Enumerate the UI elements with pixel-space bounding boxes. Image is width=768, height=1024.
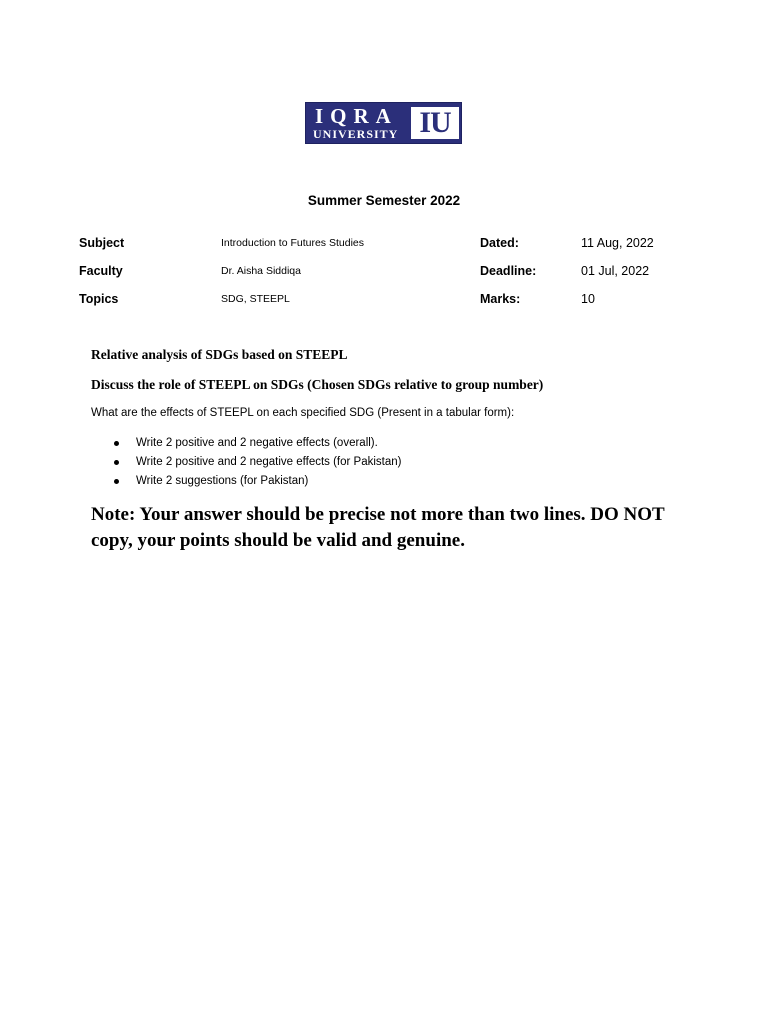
marks-label: Marks: — [480, 292, 521, 306]
list-item — [112, 472, 402, 491]
list-item-text: Write 2 positive and 2 negative effects (overall). — [136, 437, 378, 449]
dated-value: 11 Aug, 2022 — [581, 236, 654, 250]
deadline-label: Deadline: — [480, 264, 537, 278]
list-item-text: Write 2 positive and 2 negative effects (for Pakistan) — [136, 456, 402, 468]
logo-university-text: UNIVERSITY — [313, 127, 399, 141]
topics-label: Topics — [79, 292, 119, 306]
assignment-subheading: Discuss the role of STEEPL on SDGs (Chosen SDGs relative to group number) — [91, 377, 544, 392]
bullet-icon — [114, 460, 119, 465]
semester-title: Summer Semester 2022 — [307, 193, 461, 208]
list-item — [112, 434, 402, 453]
requirements-list — [112, 434, 402, 491]
list-item-text: Write 2 suggestions (for Pakistan) — [136, 475, 309, 487]
dated-label: Dated: — [480, 236, 519, 250]
topics-value: SDG, STEEPL — [221, 293, 290, 305]
subject-value: Introduction to Futures Studies — [221, 237, 364, 249]
bullet-icon — [114, 441, 119, 446]
subject-label: Subject — [79, 236, 125, 250]
faculty-value: Dr. Aisha Siddiqa — [221, 265, 301, 277]
info-row-subject — [0, 236, 768, 254]
info-row-topics — [0, 292, 768, 310]
logo-iu-badge: IU — [411, 107, 459, 139]
marks-value: 10 — [581, 292, 595, 306]
logo-iqra-text: IQRA — [315, 104, 398, 128]
info-row-faculty — [0, 264, 768, 282]
list-item — [112, 453, 402, 472]
assignment-heading: Relative analysis of SDGs based on STEEPL — [91, 347, 348, 362]
deadline-value: 01 Jul, 2022 — [581, 264, 650, 278]
intro-text: What are the effects of STEEPL on each specified SDG (Present in a tabular form): — [91, 407, 515, 419]
university-logo — [305, 102, 462, 144]
bullet-icon — [114, 479, 119, 484]
faculty-label: Faculty — [79, 264, 123, 278]
note-text: Note: Your answer should be precise not more than two lines. DO NOT copy, your points should be valid and genuine. — [91, 504, 665, 551]
